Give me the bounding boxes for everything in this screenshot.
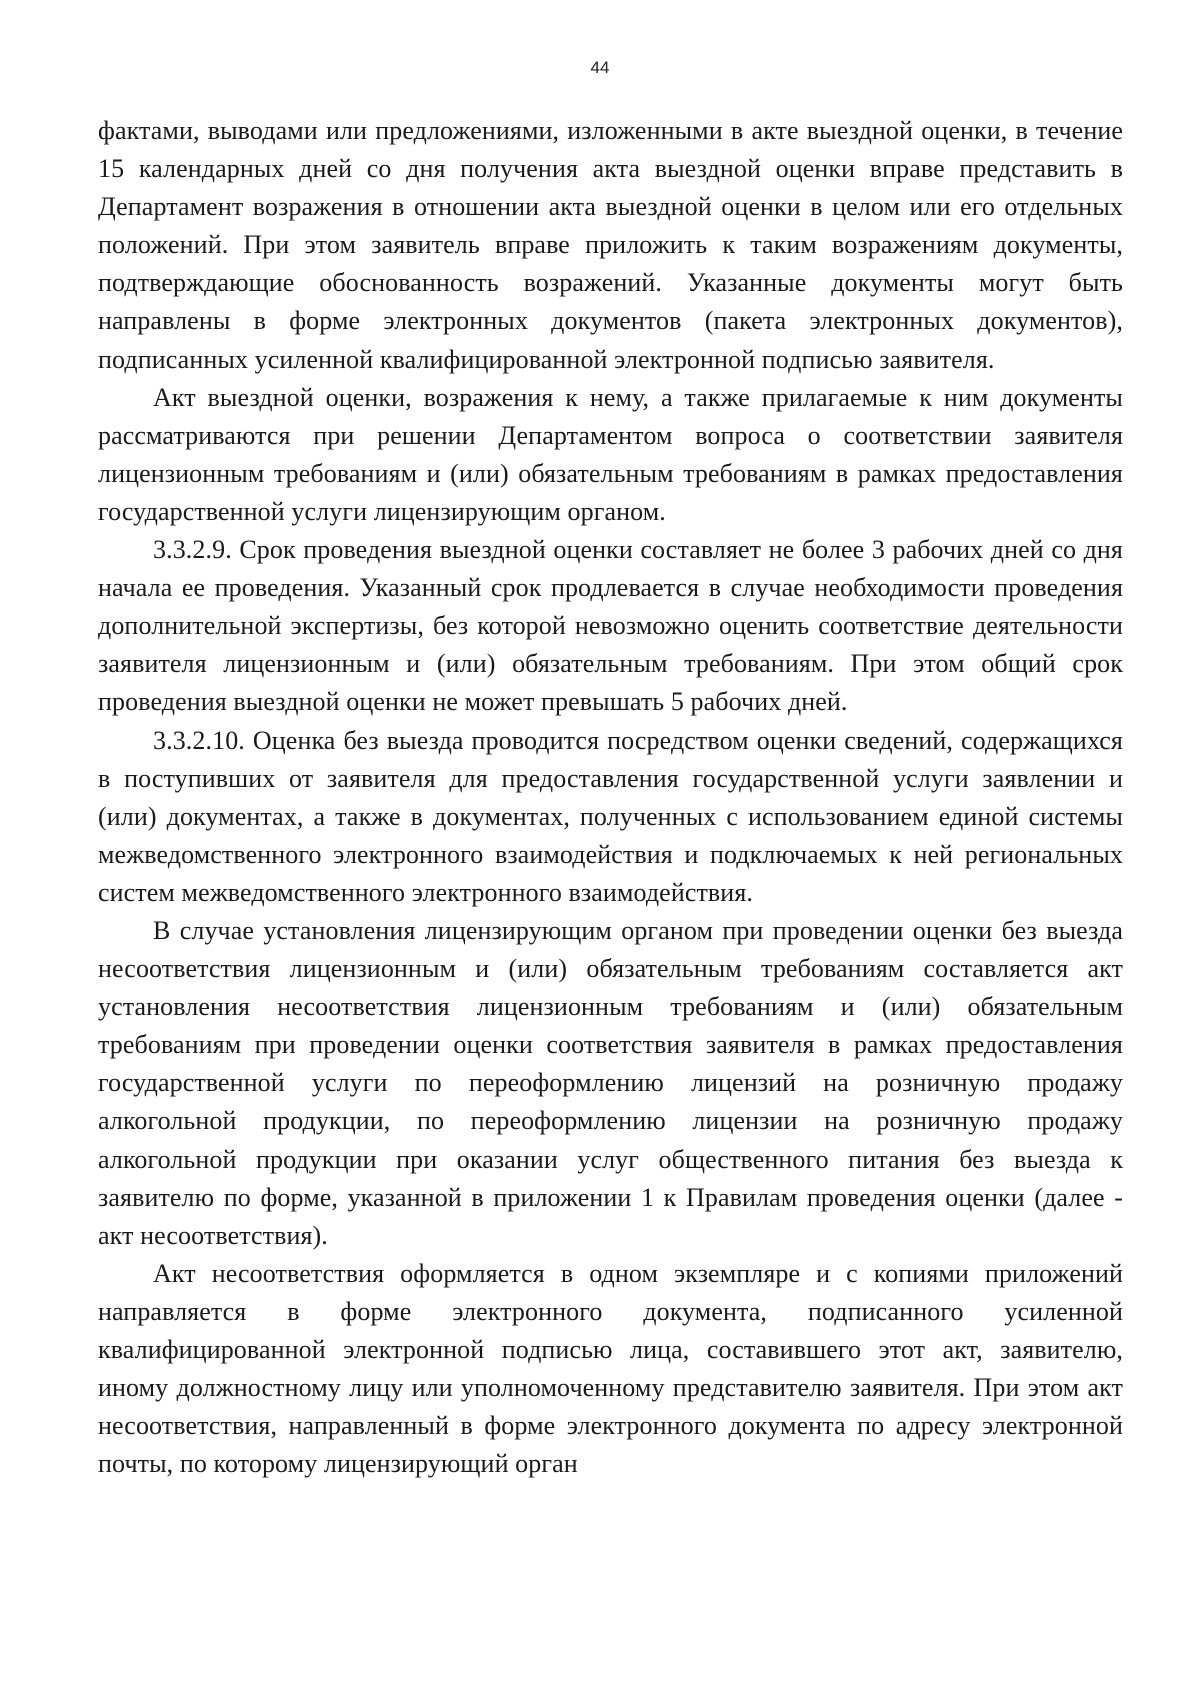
paragraph-item-3-3-2-10: 3.3.2.10. Оценка без выезда проводится посредством оценки сведений, содержащихся в поступивших от заявителя для предоставления государственной услуги заявлении и (или) документах, а также в документах, полученных с использованием единой системы межведомственного электронного взаимодействия и подключаемых к ней региональных систем межведомственного электронного взаимодействия. bbox=[98, 725, 1123, 907]
page-number: 44 bbox=[590, 58, 610, 77]
paragraph-non-compliance: В случае установления лицензирующим органом при проведении оценки без выезда несоответствия лицензионным и (или) обязательным требованиям составляется акт установления несоответствия лицензионным требованиям и (или) обязательным требованиям при проведении оценки соответствия заявителя в рамках предоставления государственной услуги по переоформлению лицензий на розничную продажу алкогольной продукции, по переоформлению лицензии на розничную продажу алкогольной продукции при оказании услуг общественного питания без выезда к заявителю по форме, указанной в приложении 1 к Правилам проведения оценки (далее - акт несоответствия). bbox=[98, 915, 1123, 1250]
paragraph-act-delivery: Акт несоответствия оформляется в одном экземпляре и с копиями приложений направляется в форме электронного документа, подписанного усиленной квалифицированной электронной подписью лица, составившего этот акт, заявителю, иному должностному лицу или уполномоченному представителю заявителя. При этом акт несоответствия, направленный в форме электронного документа по адресу электронной почты, по которому лицензирующий орган bbox=[98, 1258, 1123, 1479]
paragraph-item-3-3-2-9: 3.3.2.9. Срок проведения выездной оценки составляет не более 3 рабочих дней со дня начала ее проведения. Указанный срок продлевается в случае необходимости проведения дополнительной экспертизы, без которой невозможно оценить соответствие деятельности заявителя лицензионным и (или) обязательным требованиям. При этом общий срок проведения выездной оценки не может превышать 5 рабочих дней. bbox=[98, 535, 1123, 717]
paragraph-act-review: Акт выездной оценки, возражения к нему, а также прилагаемые к ним документы рассматриваются при решении Департаментом вопроса о соответствии заявителя лицензионным требованиям и (или) обязательным требованиям в рамках предоставления государственной услуги лицензирующим органом. bbox=[98, 382, 1123, 526]
paragraph-continuation: фактами, выводами или предложениями, изложенными в акте выездной оценки, в течение 15 календарных дней со дня получения акта выездной оценки вправе представить в Департамент возражения в отношении акта выездной оценки в целом или его отдельных положений. При этом заявитель вправе приложить к таким возражениям документы, подтверждающие обоснованность возражений. Указанные документы могут быть направлены в форме электронных документов (пакета электронных документов), подписанных усиленной квалифицированной электронной подписью заявителя. bbox=[98, 116, 1123, 374]
document-body bbox=[98, 112, 1123, 1483]
